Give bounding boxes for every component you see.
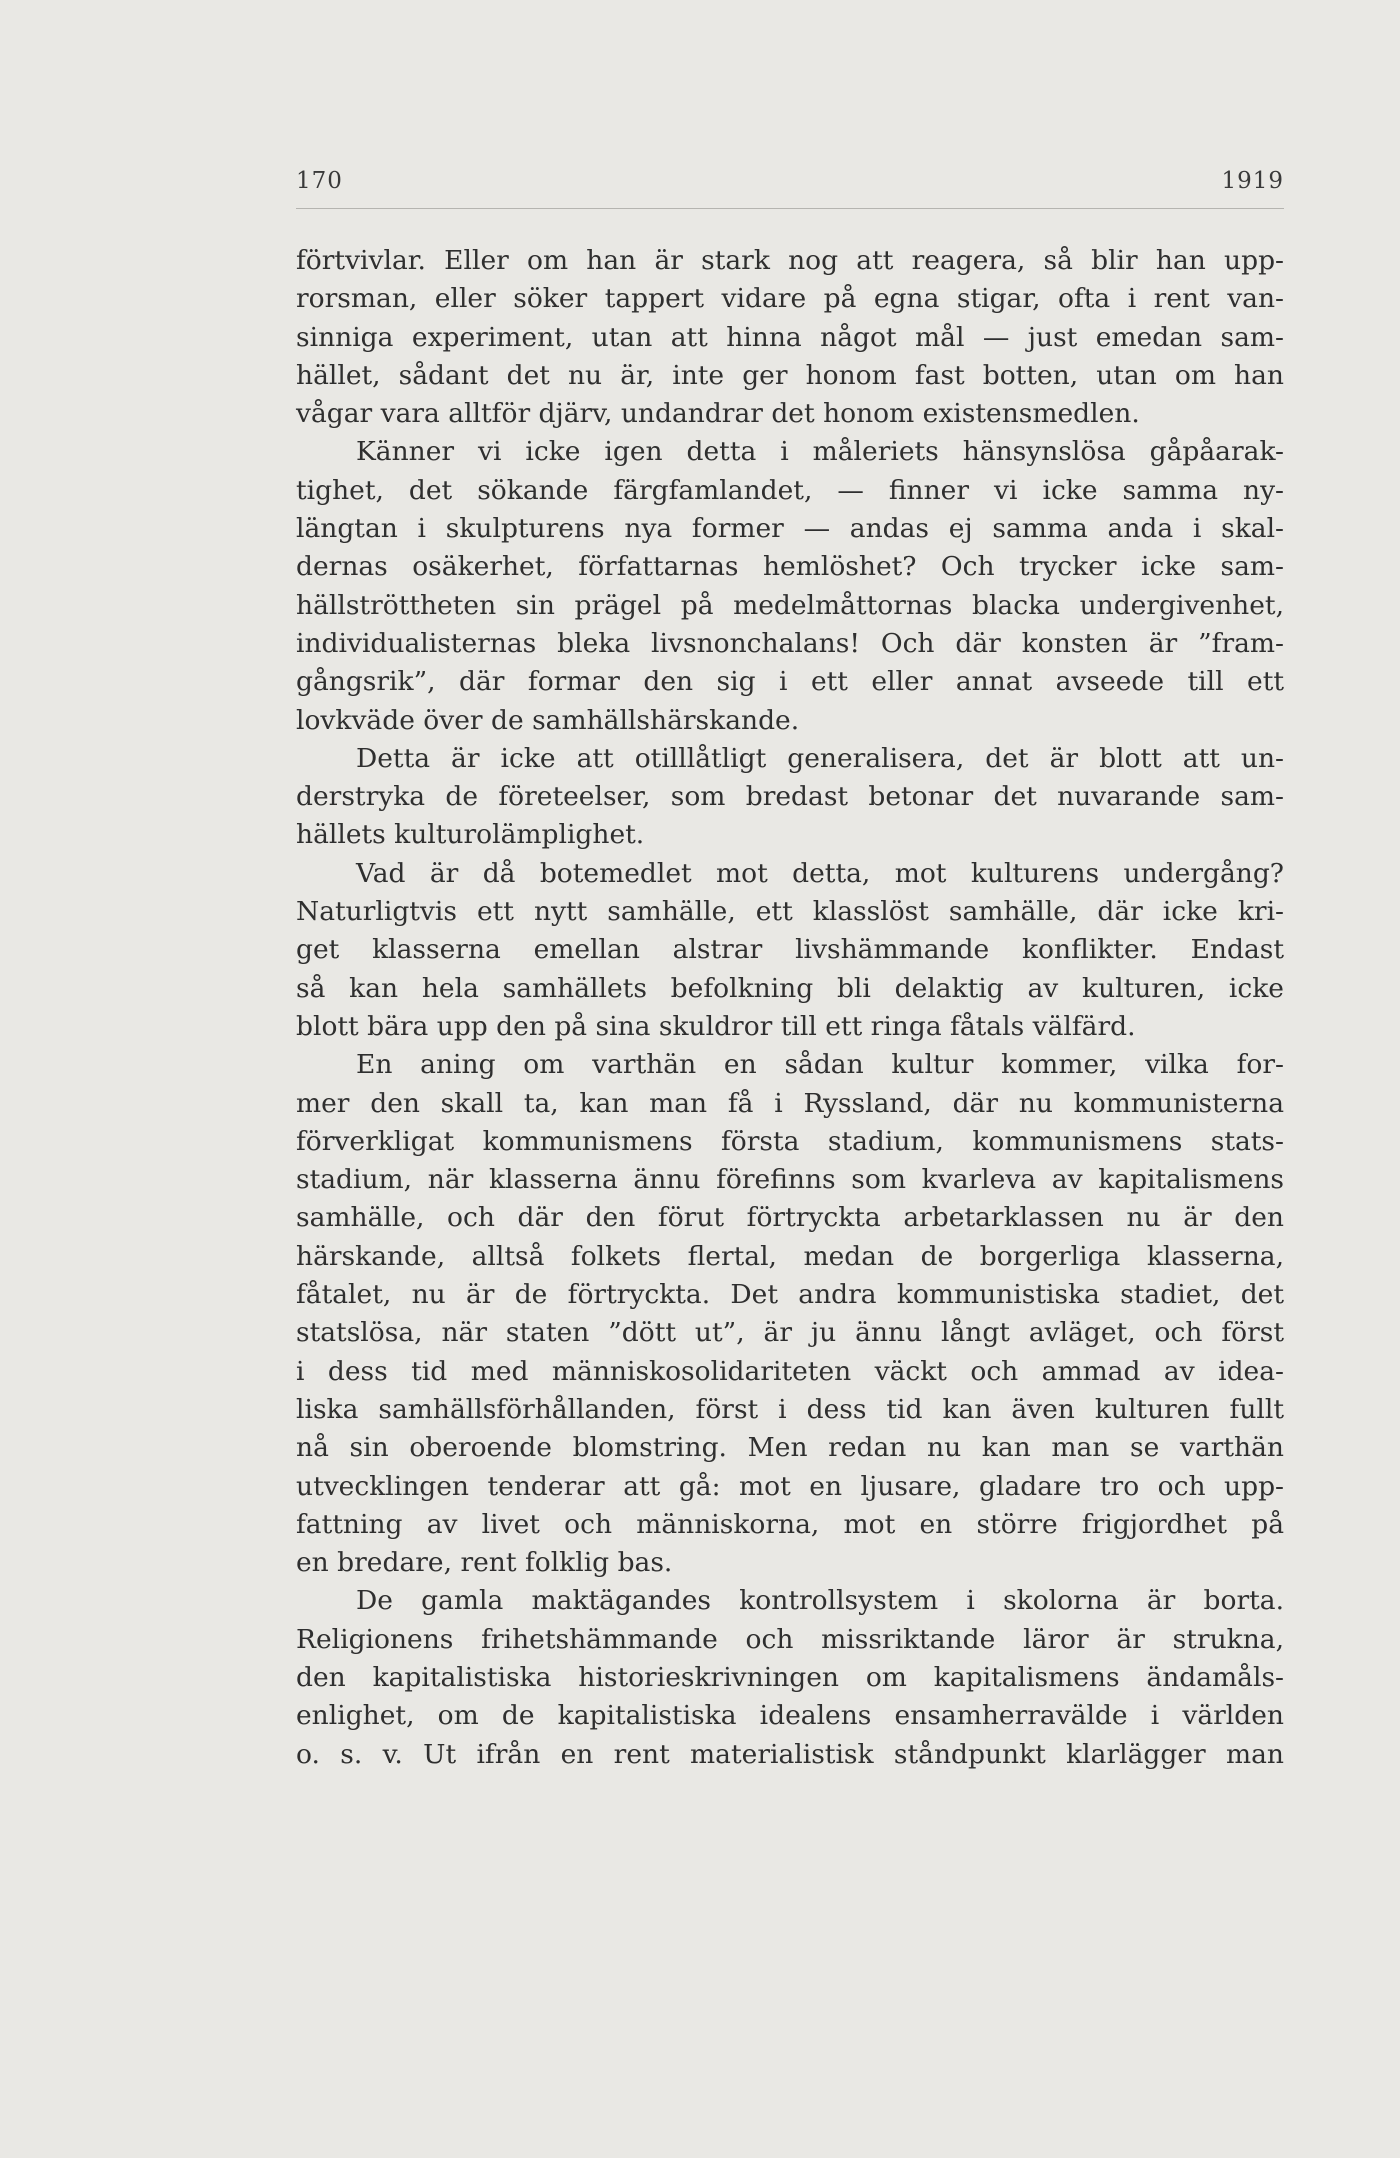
text-line: Detta är icke att otilllåtligt generalisera, det är blott att un-	[356, 742, 1284, 774]
text-line: dernas osäkerhet, författarnas hemlöshet? Och trycker icke sam-	[296, 551, 1284, 583]
text-line: hället, sådant det nu är, inte ger honom fast botten, utan om han	[296, 359, 1284, 391]
text-line: derstryka de företeelser, som bredast betonar det nuvarande sam-	[296, 781, 1284, 813]
text-line: rorsman, eller söker tappert vidare på egna stigar, ofta i rent van-	[296, 283, 1284, 315]
text-line: hällets kulturolämplighet.	[296, 819, 645, 851]
text-line: sinniga experiment, utan att hinna något mål — just emedan sam-	[296, 321, 1284, 353]
text-line: vågar vara alltför djärv, undandrar det honom existensmedlen.	[296, 398, 1140, 430]
text-line: fattning av livet och människorna, mot en större frigjordhet på	[296, 1508, 1284, 1540]
text-line: en bredare, rent folklig bas.	[296, 1547, 673, 1579]
text-line: fåtalet, nu är de förtryckta. Det andra kommunistiska stadiet, det	[296, 1279, 1284, 1311]
text-line: Naturligtvis ett nytt samhälle, ett klasslöst samhälle, där icke kri-	[296, 896, 1284, 928]
text-line: o. s. v. Ut ifrån en rent materialistisk ståndpunkt klarlägger man	[296, 1738, 1284, 1770]
text-line: Känner vi icke igen detta i måleriets hänsynslösa gåpåarak-	[356, 436, 1284, 468]
text-line: utvecklingen tenderar att gå: mot en ljusare, gladare tro och upp-	[296, 1470, 1284, 1502]
text-line: förtvivlar. Eller om han är stark nog att reagera, så blir han upp-	[296, 245, 1284, 276]
text-line: blott bära upp den på sina skuldror till ett ringa fåtals välfärd.	[296, 1010, 1136, 1042]
text-line: så kan hela samhällets befolkning bli delaktig av kulturen, icke	[296, 972, 1284, 1004]
text-line: gångsrik”, där formar den sig i ett eller annat avseede till ett	[296, 666, 1284, 698]
body-text	[296, 242, 1284, 1774]
text-line: individualisternas bleka livsnonchalans! Och där konsten är ”fram-	[296, 627, 1284, 659]
text-line: den kapitalistiska historieskrivningen om kapitalismens ändamåls-	[296, 1661, 1284, 1693]
text-line: härskande, alltså folkets flertal, medan de borgerliga klasserna,	[296, 1240, 1284, 1272]
text-line: nå sin oberoende blomstring. Men redan nu kan man se varthän	[296, 1432, 1284, 1464]
text-line: i dess tid med människosolidariteten väckt och ammad av idea-	[296, 1355, 1284, 1387]
text-line: lovkväde över de samhällshärskande.	[296, 704, 800, 736]
text-line: stadium, när klasserna ännu förefinns som kvarleva av kapitalismens	[296, 1164, 1284, 1196]
text-line: Religionens frihetshämmande och missriktande läror är strukna,	[296, 1623, 1284, 1655]
text-line: Vad är då botemedlet mot detta, mot kulturens undergång?	[356, 857, 1284, 889]
text-line: enlighet, om de kapitalistiska idealens ensamherravälde i världen	[296, 1700, 1284, 1732]
text-line: En aning om varthän en sådan kultur kommer, vilka for-	[356, 1049, 1284, 1081]
page-header	[296, 168, 1284, 208]
page-number: 170	[296, 168, 343, 194]
text-line: hällströttheten sin prägel på medelmåttornas blacka undergivenhet,	[296, 589, 1284, 621]
text-line: statslösa, när staten ”dött ut”, är ju ännu långt avläget, och först	[296, 1317, 1284, 1349]
text-line: mer den skall ta, kan man få i Ryssland, där nu kommunisterna	[296, 1087, 1284, 1119]
text-line: liska samhällsförhållanden, först i dess tid kan även kulturen fullt	[296, 1393, 1284, 1425]
text-line: get klasserna emellan alstrar livshämmande konflikter. Endast	[296, 934, 1284, 966]
text-line: De gamla maktägandes kontrollsystem i skolorna är borta.	[356, 1585, 1284, 1617]
page-year: 1919	[1221, 168, 1284, 194]
text-line: tighet, det sökande färgfamlandet, — finner vi icke samma ny-	[296, 474, 1284, 506]
header-rule	[296, 208, 1284, 209]
text-line: längtan i skulpturens nya former — andas ej samma anda i skal-	[296, 513, 1284, 545]
text-line: samhälle, och där den förut förtryckta arbetarklassen nu är den	[296, 1202, 1284, 1234]
text-line: förverkligat kommunismens första stadium, kommunismens stats-	[296, 1125, 1284, 1157]
